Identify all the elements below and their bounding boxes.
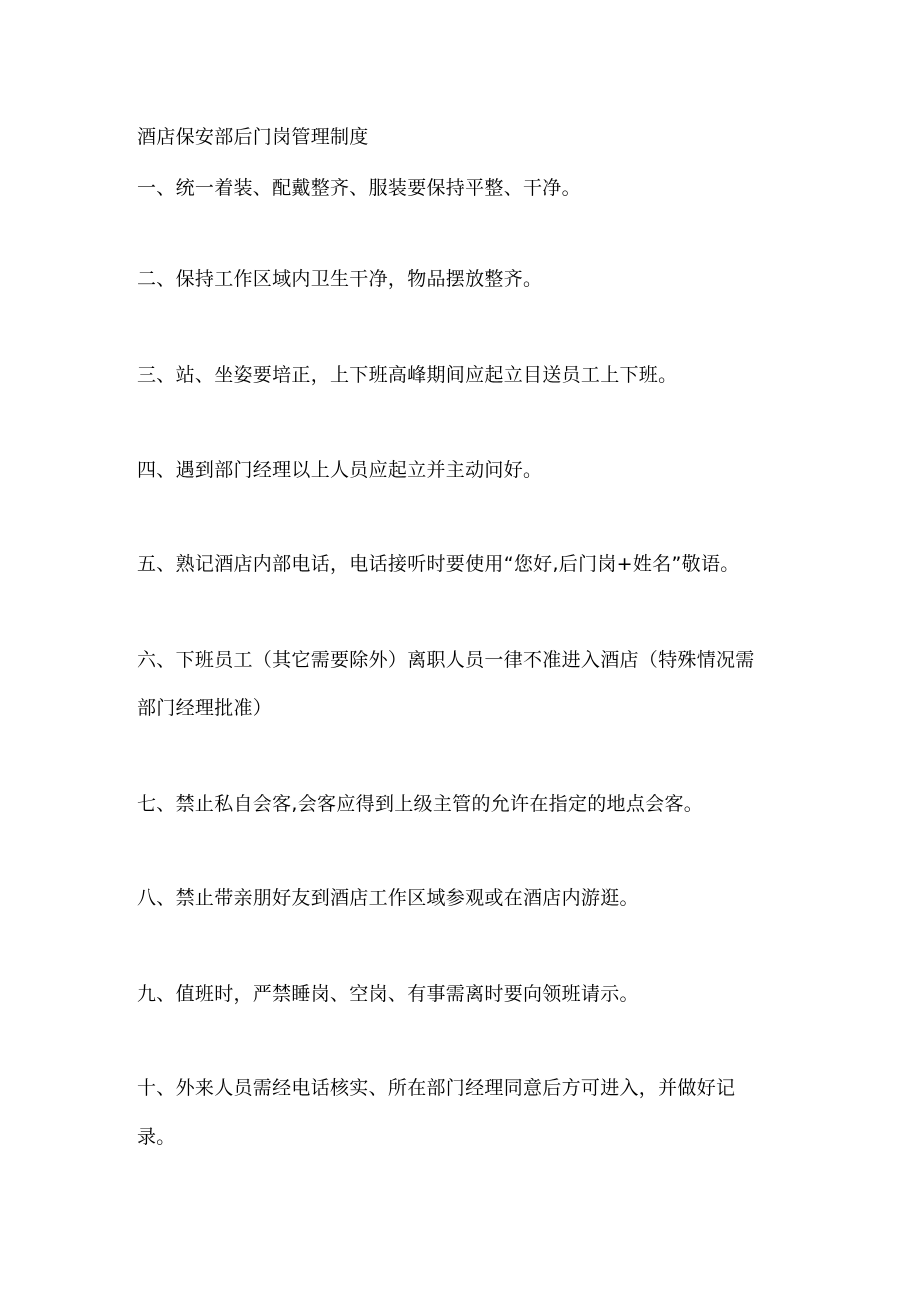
rule-item-10-line-1: 十、外来人员需经电话核实、所在部门经理同意后方可进入，并做好记 (137, 1077, 736, 1099)
document-title: 酒店保安部后门岗管理制度 (137, 126, 369, 148)
rule-item-4: 四、遇到部门经理以上人员应起立并主动问好。 (137, 459, 543, 481)
rule-item-8: 八、禁止带亲朋好友到酒店工作区域参观或在酒店内游逛。 (137, 887, 639, 909)
rule-item-3: 三、站、坐姿要培正，上下班高峰期间应起立目送员工上下班。 (137, 364, 678, 386)
rule-item-7: 七、禁止私自会客,会客应得到上级主管的允许在指定的地点会客。 (137, 793, 704, 815)
rule-item-1: 一、统一着装、配戴整齐、服装要保持平整、干净。 (137, 177, 581, 199)
rule-item-6-line-1: 六、下班员工（其它需要除外）离职人员一律不准进入酒店（特殊情况需 (137, 649, 755, 671)
rule-item-2: 二、保持工作区域内卫生干净，物品摆放整齐。 (137, 268, 543, 290)
rule-item-9: 九、值班时，严禁睡岗、空岗、有事需离时要向领班请示。 (137, 983, 639, 1005)
rule-item-6-line-2: 部门经理批准） (137, 697, 273, 719)
rule-item-10-line-2: 录。 (137, 1126, 176, 1148)
rule-item-5: 五、熟记酒店内部电话，电话接听时要使用“您好,后门岗+姓名”敬语。 (137, 553, 740, 575)
